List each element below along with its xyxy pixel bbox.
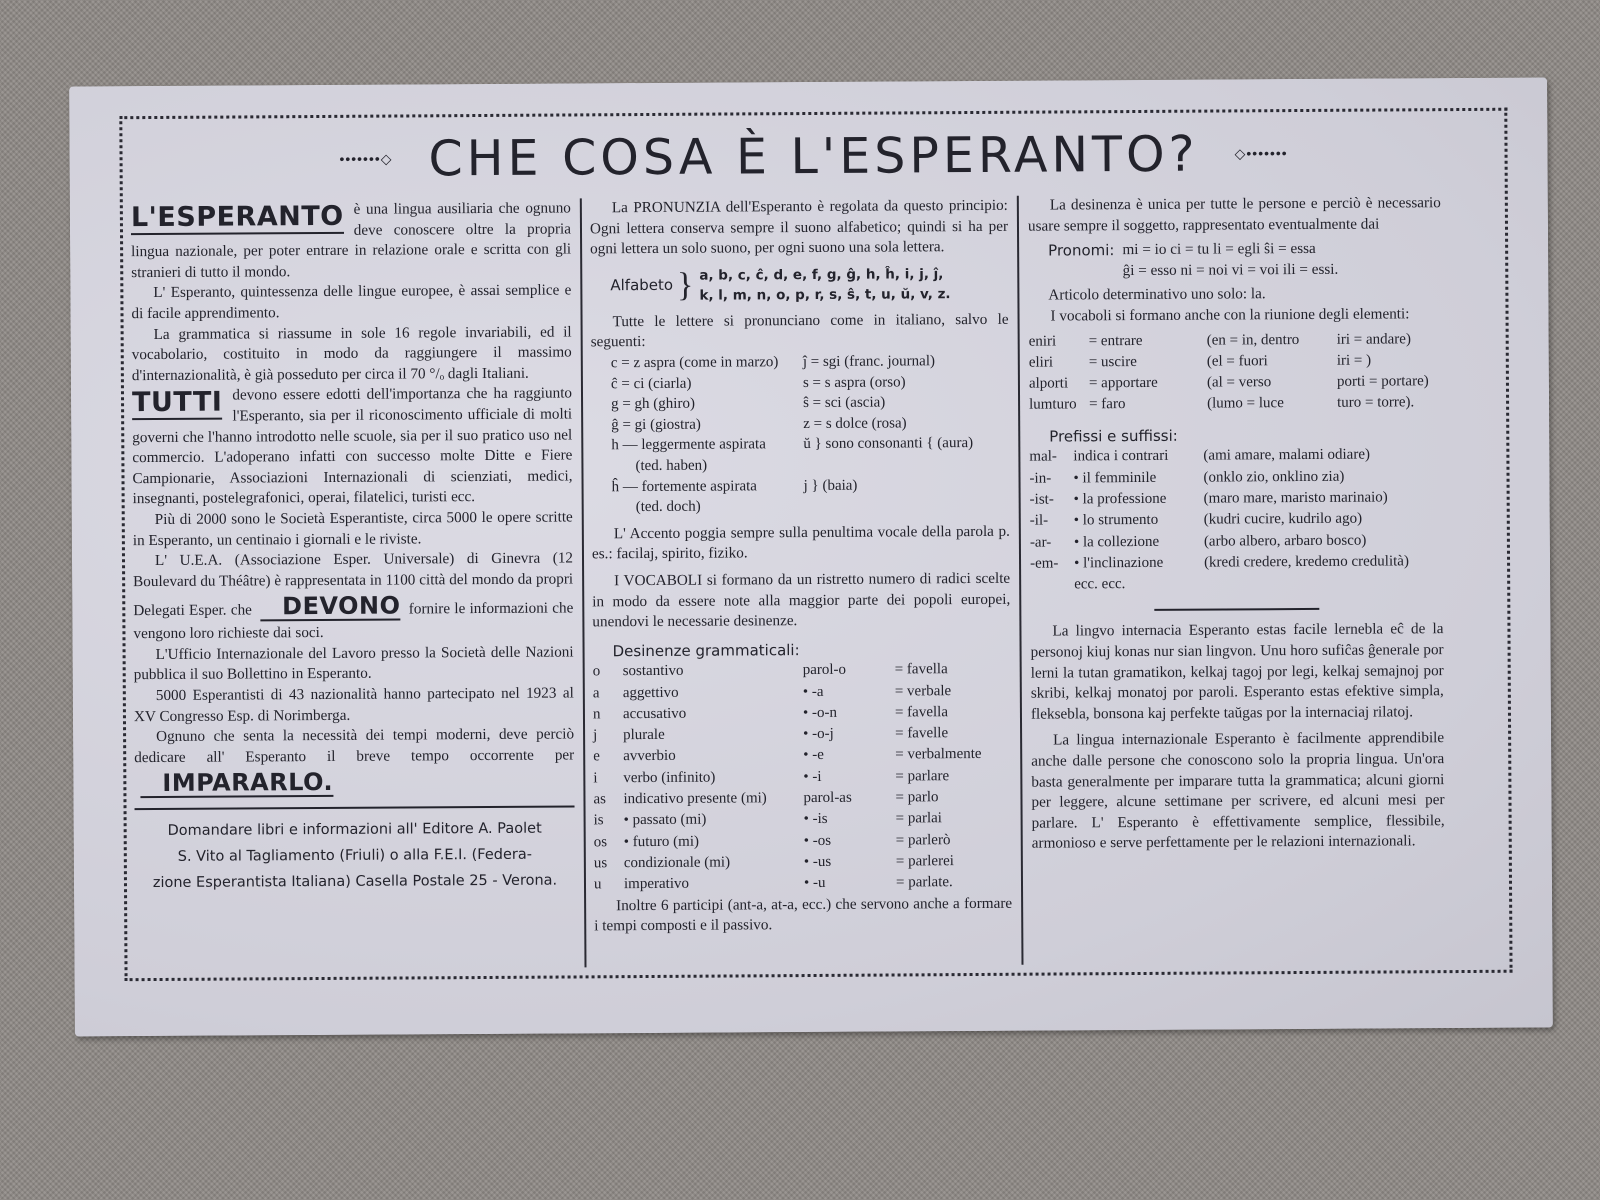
italian-paragraph: La lingua internazionale Esperanto è facilmente apprendibile anche dalle persone che conoscono solo la propria lingua. Un'ora basta generalmente per imparare tutta la grammatica; alcuni giorni per leggere, alcune settimane per scrivere, ed alcuni mesi per parlare. L' Esperanto è effettivamente semplice, flessibile, armonioso e serve perfettamente per le relazioni internazionali. — [1031, 729, 1445, 853]
page-title: CHE COSA È L'ESPERANTO? — [428, 125, 1199, 187]
paragraph: 5000 Esperantisti di 43 nazionalità hanno partecipato nel 1923 al XV Congresso Esp. di Norimberga. — [133, 684, 574, 725]
column-divider-right — [1017, 196, 1024, 965]
table-cell: • -us — [803, 853, 832, 871]
paragraph: Tutte le lettere si pronunciano come in italiano, salvo le seguenti: — [590, 310, 1009, 351]
table-cell: lumturo — [1029, 396, 1077, 414]
table-cell: • -o-n — [802, 704, 838, 721]
table-cell: • passato (mi) — [623, 812, 707, 829]
prefissi-table — [1029, 444, 1443, 596]
table-cell: • il femminile — [1073, 469, 1157, 487]
middle-column — [590, 196, 1013, 968]
paragraph: La desinenza è unica per tutte le persone e perciò è necessario usare sempre il soggetto, rappresentato eventualmente dai — [1027, 194, 1441, 235]
table-cell: aggettivo — [622, 684, 679, 701]
table-row — [1030, 572, 1443, 596]
alfabeto-label: Alfabeto — [610, 276, 674, 295]
table-cell: • futuro (mi) — [623, 833, 700, 850]
table-cell: (onklo zio, onklino zia) — [1203, 468, 1345, 486]
table-cell: eniri — [1028, 333, 1057, 350]
table-cell: • lo strumento — [1073, 512, 1159, 529]
participi-paragraph: Inoltre 6 participi (ant-a, at-a, ecc.) che servono anche a formare i tempi composti e il passivo. — [594, 894, 1013, 935]
table-cell: (al = verso — [1206, 374, 1272, 391]
table-cell: parol-o — [802, 662, 847, 679]
table-cell: condizionale (mi) — [623, 854, 731, 872]
table-row — [593, 744, 1011, 768]
pronunciation-cell: (ted. doch) — [635, 498, 701, 516]
title-row — [122, 117, 1504, 195]
pronunciation-cell: (ted. haben) — [635, 457, 708, 475]
table-cell: • l'inclinazione — [1073, 554, 1164, 572]
desinenze-table — [593, 659, 1012, 896]
table-cell: a — [592, 684, 600, 701]
table-cell: • -os — [803, 832, 832, 849]
table-cell: (arbo albero, arbaro bosco) — [1203, 532, 1367, 550]
elementi-table — [1029, 329, 1443, 417]
table-cell: eliri — [1028, 354, 1054, 371]
table-cell: • -e — [803, 747, 824, 764]
table-cell: = faro — [1089, 396, 1126, 413]
devono-heading: DEVONO — [260, 593, 401, 622]
intro-paragraph: L'ESPERANTO è una lingua ausiliaria che ognuno deve conoscere oltre la propria lingua nazionale, per poter entrare in relazione orale e scritta con gli stranieri di tutto il mondo. — [130, 199, 572, 281]
postcard — [69, 77, 1553, 1036]
table-row — [1030, 530, 1443, 554]
table-cell: = favella — [894, 661, 948, 678]
table-cell: j — [593, 727, 598, 744]
table-cell: mal- — [1029, 448, 1057, 466]
table-cell: = parlate. — [895, 874, 953, 891]
table-cell: iri = andare) — [1336, 330, 1411, 348]
table-cell: ecc. ecc. — [1074, 576, 1126, 593]
table-cell: = entrare — [1088, 332, 1143, 349]
articolo-line: Articolo determinativo uno solo: la. — [1048, 285, 1266, 304]
table-row — [1030, 508, 1443, 532]
left-column — [131, 198, 576, 970]
table-cell: sostantivo — [622, 663, 684, 680]
table-cell: = uscire — [1088, 353, 1137, 371]
table-cell: avverbio — [623, 748, 676, 765]
esperanto-heading: L'ESPERANTO — [130, 200, 344, 234]
pronomi-list: mi = io ci = tu li = egli ŝi = essa ĝi = esso ni = noi vi = voi ili = essi. — [1122, 240, 1339, 279]
table-cell: parol-as — [803, 789, 852, 807]
left-ornament-icon: •••••••◇ — [339, 150, 393, 167]
uea-paragraph: L' U.E.A. (Associazione Esper. Universale) di Ginevra (12 Boulevard du Théâtre) è rappresentata in 1100 città del mondo da propri Delegati Esper. che DEVONO fornire le informazioni che vengono loro richieste dai soci. — [133, 549, 574, 643]
table-cell: (el = fuori — [1206, 353, 1268, 370]
table-cell: = parlai — [895, 810, 943, 827]
table-cell — [1030, 575, 1074, 597]
table-cell: = parlo — [895, 789, 939, 806]
table-cell: e — [593, 748, 600, 765]
pronunciation-cell: j } (baia) — [803, 477, 858, 494]
table-cell: plurale — [623, 727, 665, 744]
table-row — [594, 851, 1012, 875]
table-row — [1029, 329, 1442, 353]
table-cell: (ami amare, malami odiare) — [1203, 446, 1371, 464]
paragraph: Più di 2000 sono le Società Esperantiste, circa 5000 le opere scritte in Esperanto, un centinaio i giornali e le riviste. — [132, 508, 573, 549]
table-cell: = parlare — [895, 767, 950, 785]
table-cell: verbo (infinito) — [623, 769, 716, 786]
table-cell: -em- — [1029, 555, 1059, 572]
alphabet-block — [610, 264, 1008, 306]
table-row — [593, 723, 1011, 747]
table-cell: -in- — [1029, 470, 1052, 487]
table-cell: = parlerò — [895, 831, 951, 849]
table-row — [1029, 466, 1442, 490]
paragraph: La grammatica si riassume in sole 16 regole invariabili, ed il vocabolario, costituito in modo da raggiungere il massimo d'internazionalità, è già posseduto per circa il 70 °/ₒ dagli Italiani. — [131, 323, 572, 384]
right-ornament-icon: ◇••••••• — [1234, 144, 1288, 161]
table-cell: os — [593, 833, 608, 850]
table-cell: accusativo — [622, 705, 687, 723]
table-row — [1029, 393, 1442, 417]
table-cell: • -o-j — [803, 726, 834, 743]
publisher-info: Domandare libri e informazioni all' Editore A. Paolet S. Vito al Tagliamento (Friuli) o alla F.E.I. (Federa- zione Esperantista Italiana) Casella Postale 25 - Verona. — [152, 821, 558, 892]
table-cell: indica i contrari — [1073, 448, 1169, 465]
table-row — [593, 787, 1011, 811]
pronunciation-cell: c = z aspra (come in marzo) — [610, 354, 779, 372]
table-cell: = favelle — [895, 725, 949, 742]
pronunciation-cell: ĥ — fortemente aspirata — [611, 477, 757, 495]
table-cell: • -is — [803, 811, 828, 828]
closing-paragraph: Ognuno che senta la necessità dei tempi moderni, deve perciò dedicare all' Esperanto il breve tempo occorrente per IMPARARLO. — [134, 725, 575, 798]
table-cell: turo = torre). — [1337, 394, 1415, 412]
table-row — [1029, 350, 1442, 374]
table-cell: = favella — [894, 704, 949, 721]
table-cell — [1204, 572, 1443, 595]
pronunciation-cell: ĝ = gi (giostra) — [611, 416, 701, 433]
table-cell: -ar- — [1029, 534, 1052, 551]
table-cell: -ist- — [1029, 491, 1054, 508]
table-row — [593, 659, 1011, 683]
prefissi-heading: Prefissi e suffissi: — [1049, 426, 1178, 446]
table-row — [594, 808, 1012, 832]
impararlo-heading: IMPARARLO. — [140, 769, 333, 798]
table-cell: • la professione — [1073, 490, 1167, 508]
pronomi-row — [1028, 238, 1441, 282]
pronunciation-cell — [804, 495, 1010, 517]
dotted-border-frame — [119, 108, 1512, 981]
esperanto-paragraph: La lingvo internacia Esperanto estas facile lernebla eĉ de la personoj kiuj konas nur sian lingvon. Unu horo sufiĉas ĝenerale por lerni la tutan gramatikon, kelkaj tagoj por legi, kelkaj semajnoj por skribi, kelkaj monatoj por paroli. Esperanto estas efektive simpla, fleksebla, bonsona kaj perfekte taŭgas por la internaciaj rilatoj. — [1030, 620, 1444, 723]
table-cell: indicativo presente (mi) — [623, 790, 767, 808]
table-cell: = parlerei — [895, 853, 954, 870]
divider — [1154, 608, 1319, 611]
table-cell: alporti — [1028, 375, 1069, 392]
paragraph: L'Ufficio Internazionale del Lavoro presso la Società delle Nazioni pubblica il suo Bollettino in Esperanto. — [133, 643, 574, 684]
vocaboli-paragraph: I VOCABOLI si formano da un ristretto numero di radici scelte in modo da essere note alla maggior parte dei popoli europei, unendovi le necessarie desinenze. — [592, 569, 1011, 631]
table-cell: as — [593, 791, 607, 808]
table-cell: (kredi credere, kredemo credulità) — [1203, 553, 1409, 571]
pronunzia-paragraph: La PRONUNZIA dell'Esperanto è regolata da questo principio: Ogni lettera conserva sempre il suono alfabetico; quindi si ha per ogni lettera un solo suono, per ogni suono una sola lettera. — [589, 196, 1009, 258]
pronunciation-cell: ĵ = sgi (franc. journal) — [802, 353, 936, 371]
table-cell: = verbale — [894, 682, 952, 700]
paragraph: L' Esperanto, quintessenza delle lingue europee, è assai semplice e di facile apprendimento. — [131, 281, 572, 323]
table-cell: • -i — [803, 768, 822, 785]
pronunciation-cell: s = s aspra (orso) — [802, 373, 906, 391]
table-cell: (maro mare, maristo marinaio) — [1203, 489, 1388, 507]
table-cell: = verbalmente — [895, 746, 982, 763]
table-cell: u — [593, 876, 602, 893]
table-row — [1030, 487, 1443, 511]
tutti-paragraph: TUTTI devono essere edotti dell'importanza che ha raggiunto l'Esperanto, sia per il riconoscimento ufficiale di molti governi che l'hanno introdotto nelle scuole, sia per il suo pratico uso nel commercio. L'adoperano infatti con successo molte Ditte e Fiere Campionarie, Associazioni Internazionali di scienziati, medici, insegnanti, postelegrafonici, operai, filatelici, turisti ecc. — [131, 384, 573, 508]
table-row — [593, 680, 1011, 704]
right-column — [1028, 193, 1446, 965]
table-row — [594, 829, 1012, 853]
table-cell: i — [593, 770, 598, 787]
tutti-heading: TUTTI — [131, 386, 223, 419]
table-cell: n — [592, 706, 601, 723]
table-cell: is — [593, 812, 604, 829]
column-divider-left — [580, 198, 587, 967]
table-cell: -il- — [1029, 512, 1049, 529]
table-cell: • la collezione — [1073, 533, 1160, 550]
pronunciation-cell: ŭ } sono consonanti { (aura) — [803, 435, 974, 453]
table-cell: • -a — [802, 683, 824, 700]
alphabet-letters: a, b, c, ĉ, d, e, f, g, ĝ, h, ĥ, i, j, ĵ, k, l, m, n, o, p, r, s, ŝ, t, u, ŭ, v, z. — [699, 265, 951, 304]
pronunciation-cell — [803, 454, 1009, 476]
table-row — [1029, 371, 1442, 395]
table-cell: • -u — [803, 875, 826, 892]
table-cell: (en = in, dentro — [1206, 331, 1300, 349]
table-row — [594, 872, 1012, 896]
table-row — [593, 766, 1011, 790]
table-cell: (lumo = luce — [1207, 395, 1284, 413]
table-row — [593, 702, 1011, 726]
table-cell: porti = portare) — [1336, 373, 1429, 390]
pronomi-label: Pronomi: — [1048, 241, 1115, 260]
divider — [135, 806, 575, 811]
paragraph: I vocaboli si formano anche con la riunione degli elementi: — [1050, 305, 1410, 325]
accento-paragraph: L' Accento poggia sempre sulla penultima vocale della parola p. es.: facilaj, spirito, fiziko. — [591, 522, 1010, 563]
table-cell: us — [593, 855, 608, 872]
table-cell: iri = ) — [1336, 352, 1372, 369]
table-row — [1029, 444, 1442, 468]
brace-icon: } — [676, 266, 694, 304]
pronunciation-cell: ĉ = ci (ciarla) — [610, 375, 692, 392]
desinenze-heading: Desinenze grammaticali: — [612, 640, 800, 660]
pronunciation-cell: z = s dolce (rosa) — [803, 415, 907, 432]
pronunciation-table — [591, 351, 1010, 518]
table-cell: imperativo — [623, 876, 690, 893]
table-cell: o — [592, 663, 601, 680]
pronunciation-cell: g = gh (ghiro) — [611, 395, 695, 413]
pronunciation-cell: ŝ = sci (ascia) — [803, 394, 886, 412]
table-cell: (kudri cucire, kudrilo ago) — [1203, 510, 1363, 528]
pronunciation-cell: h — leggermente aspirata — [611, 436, 766, 454]
table-row — [1030, 551, 1443, 575]
table-cell: = apportare — [1088, 375, 1158, 392]
